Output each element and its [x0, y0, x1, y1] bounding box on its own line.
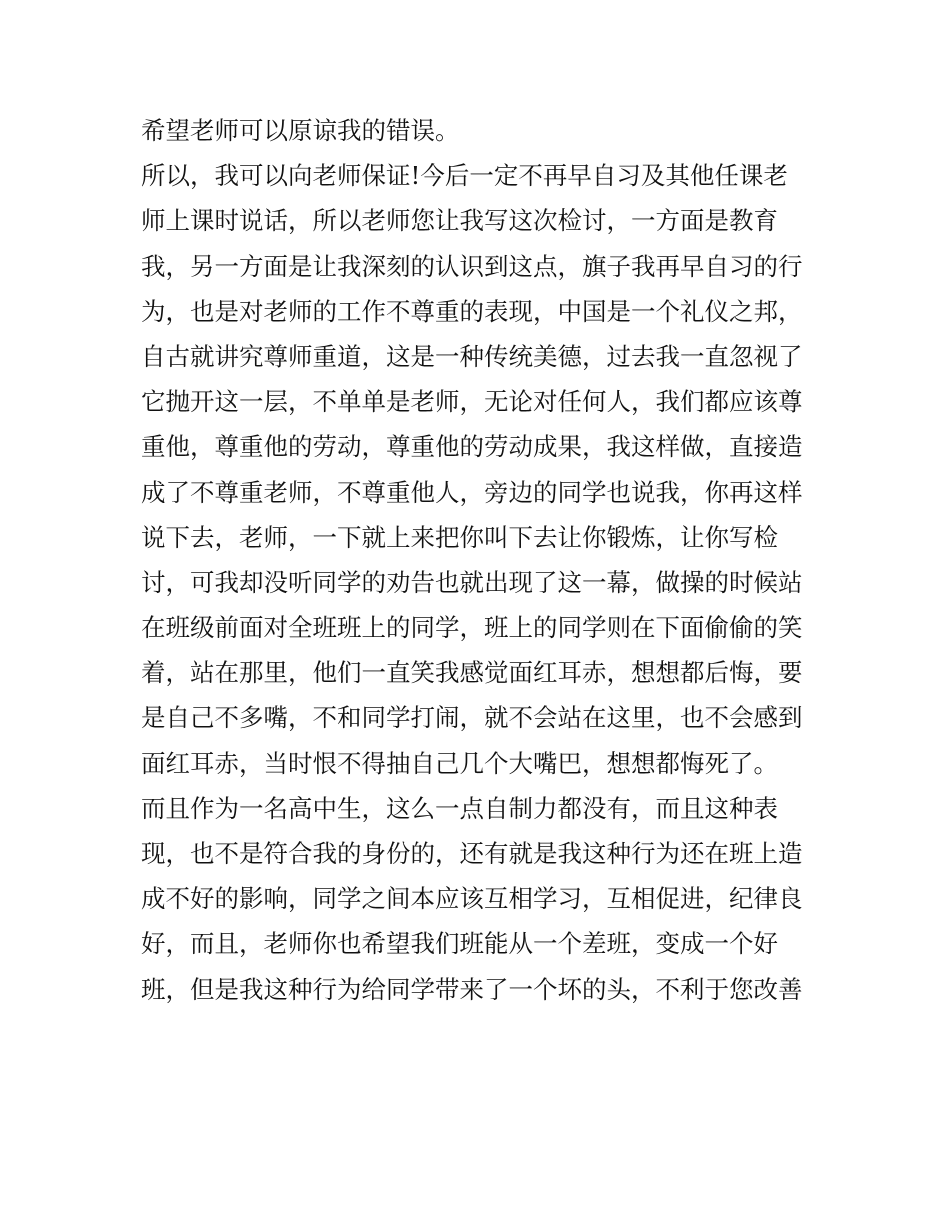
text-line: 成不好的影响，同学之间本应该互相学习，互相促进，纪律良 [141, 884, 803, 914]
text-line: 班，但是我这种行为给同学带来了一个坏的头，不利于您改善 [141, 974, 803, 1004]
text-line: 说下去，老师，一下就上来把你叫下去让你锻炼，让你写检 [141, 522, 778, 552]
text-line: 所以，我可以向老师保证!今后一定不再早自习及其他任课老 [141, 161, 788, 191]
text-line: 为，也是对老师的工作不尊重的表现，中国是一个礼仪之邦， [141, 296, 803, 326]
text-line: 是自己不多嘴，不和同学打闹，就不会站在这里，也不会感到 [141, 703, 803, 733]
text-line: 好，而且，老师你也希望我们班能从一个差班，变成一个好 [141, 929, 778, 959]
text-line: 着，站在那里，他们一直笑我感觉面红耳赤，想想都后悔，要 [141, 658, 803, 688]
text-line: 成了不尊重老师，不尊重他人，旁边的同学也说我，你再这样 [141, 477, 803, 507]
text-line: 面红耳赤，当时恨不得抽自己几个大嘴巴，想想都悔死了。 [141, 748, 778, 778]
text-line: 讨，可我却没听同学的劝告也就出现了这一幕，做操的时候站 [141, 567, 803, 597]
text-line: 我，另一方面是让我深刻的认识到这点，旗子我再早自习的行 [141, 251, 803, 281]
text-line: 在班级前面对全班班上的同学，班上的同学则在下面偷偷的笑 [141, 613, 803, 643]
text-line: 现，也不是符合我的身份的，还有就是我这种行为还在班上造 [141, 839, 803, 868]
text-line: 重他，尊重他的劳动，尊重他的劳动成果，我这样做，直接造 [141, 432, 803, 462]
document-body [141, 108, 831, 1012]
text-line: 它抛开这一层，不单单是老师，无论对任何人，我们都应该尊 [141, 387, 803, 417]
text-line: 师上课时说话，所以老师您让我写这次检讨，一方面是教育 [141, 206, 778, 236]
text-line: 自古就讲究尊师重道，这是一种传统美德，过去我一直忽视了 [141, 341, 803, 371]
text-line: 希望老师可以原谅我的错误。 [141, 116, 460, 145]
text-line: 而且作为一名高中生，这么一点自制力都没有，而且这种表 [141, 793, 778, 823]
